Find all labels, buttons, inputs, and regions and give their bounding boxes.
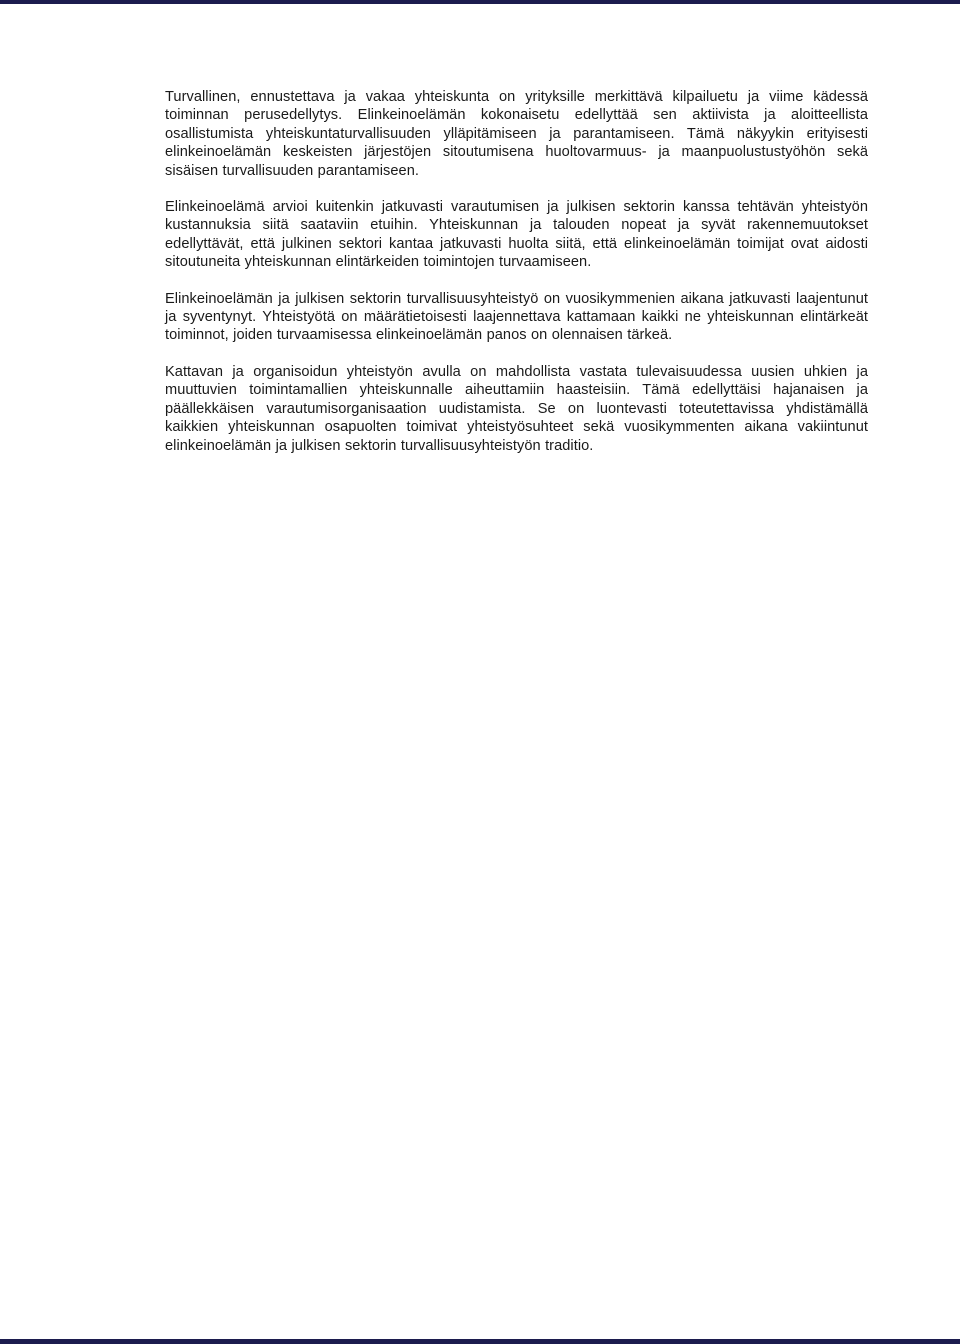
document-body bbox=[165, 88, 868, 473]
paragraph-4: Kattavan ja organisoidun yhteistyön avulla on mahdollista vastata tulevaisuudessa uusien uhkien ja muuttuvien toimintamallien yhteiskunnalle aiheuttamiin haasteisiin. Tämä edellyttäisi hajanaisen ja päällekkäisen varautumisorganisaation uudistamista. Se on luontevasti toteutettavissa yhdistämällä kaikkien yhteiskunnan osapuolten toimivat yhteistyösuhteet sekä vuosikymmenten aikana vakiintunut elinkeinoelämän ja julkisen sektorin turvallisuusyhteistyön traditio. bbox=[165, 363, 868, 454]
paragraph-2: Elinkeinoelämä arvioi kuitenkin jatkuvasti varautumisen ja julkisen sektorin kanssa tehtävän yhteistyön kustannuksia siitä saataviin etuihin. Yhteiskunnan ja talouden nopeat ja syvät rakennemuutokset edellyttävät, että julkinen sektori kantaa jatkuvasti huolta siitä, että elinkeinoelämän toimijat ovat aidosti sitoutuneita yhteiskunnan elintärkeiden toimintojen turvaamiseen. bbox=[165, 199, 868, 271]
top-border-rule bbox=[0, 0, 960, 4]
paragraph-1: Turvallinen, ennustettava ja vakaa yhteiskunta on yrityksille merkittävä kilpailuetu ja viime kädessä toiminnan perusedellytys. Elinkeinoelämän kokonaisetu edellyttää sen aktiivista ja aloitteellista osallistumista yhteiskuntaturvallisuuden ylläpitämiseen ja parantamiseen. Tämä näkyykin erityisesti elinkeinoelämän keskeisten järjestöjen sitoutumisena huoltovarmuus- ja maanpuolustustyöhön sekä sisäisen turvallisuuden parantamiseen. bbox=[165, 89, 868, 179]
bottom-border-rule bbox=[0, 1339, 960, 1344]
paragraph-3: Elinkeinoelämän ja julkisen sektorin turvallisuusyhteistyö on vuosikymmenien aikana jatkuvasti laajentunut ja syventynyt. Yhteistyötä on määrätietoisesti laajennettava kattamaan kaikki ne yhteiskunnan elintärkeät toiminnot, joiden turvaamisessa elinkeinoelämän panos on olennaisen tärkeä. bbox=[165, 290, 868, 344]
